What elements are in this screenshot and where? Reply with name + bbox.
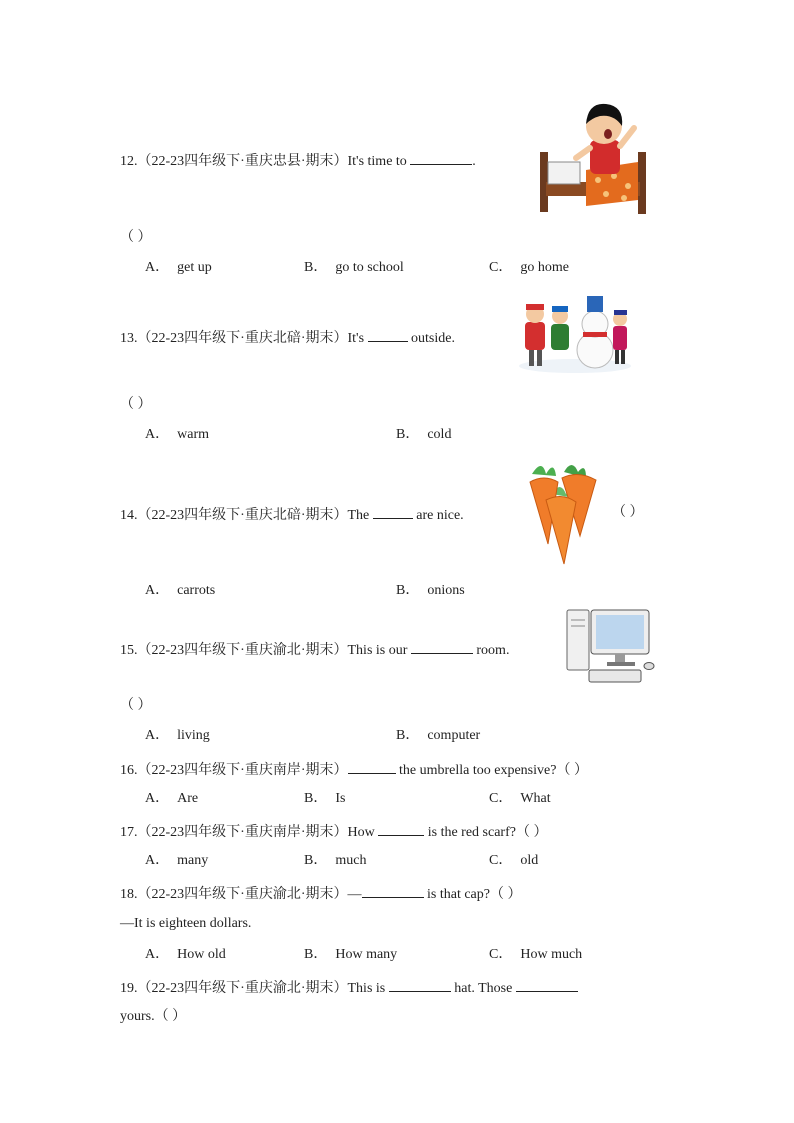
answer-blank[interactable] — [411, 639, 473, 654]
option-a[interactable]: A． get up — [145, 260, 212, 275]
question-15-paren: （ ） — [120, 698, 152, 713]
answer-blank[interactable] — [378, 821, 424, 836]
question-12-paren: （ ） — [120, 230, 152, 245]
option-a[interactable]: A． carrots — [145, 583, 216, 598]
question-15: 15.（22-23四年级下·重庆渝北·期末）This is our room. — [120, 639, 509, 660]
option-c[interactable]: C． go home — [489, 260, 569, 275]
option-a[interactable]: A． Are — [145, 791, 199, 806]
question-14-paren: （ ） — [612, 505, 644, 520]
question-17: 17.（22-23四年级下·重庆南岸·期末）How is the red scarf?（ ） — [120, 821, 547, 842]
question-18: 18.（22-23四年级下·重庆渝北·期末）— is that cap?（ ） — [120, 883, 521, 904]
option-b[interactable]: B． Is — [304, 791, 346, 806]
question-14: 14.（22-23四年级下·重庆北碚·期末）The are nice. — [120, 504, 464, 525]
option-b[interactable]: B． cold — [396, 427, 452, 442]
option-b[interactable]: B． computer — [396, 728, 481, 743]
question-16: 16.（22-23四年级下·重庆南岸·期末） the umbrella too expensive?（ ） — [120, 759, 588, 780]
answer-blank[interactable] — [348, 759, 396, 774]
answer-blank[interactable] — [410, 150, 472, 165]
answer-blank[interactable] — [362, 883, 424, 898]
option-c[interactable]: C． What — [489, 791, 551, 806]
question-13-paren: （ ） — [120, 397, 152, 412]
option-b[interactable]: B． go to school — [304, 260, 404, 275]
option-b[interactable]: B． How many — [304, 947, 398, 962]
answer-blank[interactable] — [516, 977, 578, 992]
option-c[interactable]: C． old — [489, 853, 539, 868]
carrots-picture — [524, 460, 604, 566]
question-number: 12. — [120, 154, 138, 169]
answer-blank[interactable] — [373, 504, 413, 519]
question-18-answer-line: —It is eighteen dollars. — [120, 916, 252, 931]
option-b[interactable]: B． much — [304, 853, 367, 868]
option-b[interactable]: B． onions — [396, 583, 465, 598]
option-a[interactable]: A． warm — [145, 427, 210, 442]
question-19-continued: yours.（ ） — [120, 1009, 187, 1024]
answer-blank[interactable] — [389, 977, 451, 992]
option-a[interactable]: A． many — [145, 853, 209, 868]
option-c[interactable]: C． How much — [489, 947, 583, 962]
boy-getting-up-picture — [538, 100, 650, 216]
option-a[interactable]: A． How old — [145, 947, 226, 962]
children-building-snowman-picture — [515, 292, 635, 374]
answer-blank[interactable] — [368, 327, 408, 342]
question-source: （22-23四年级下·重庆忠县·期末） — [137, 154, 348, 169]
question-text: It's time to — [347, 154, 407, 169]
computer-picture — [565, 606, 657, 686]
question-12: 12.（22-23四年级下·重庆忠县·期末）It's time to . — [120, 150, 476, 171]
question-19: 19.（22-23四年级下·重庆渝北·期末）This is hat. Those — [120, 977, 578, 998]
question-13: 13.（22-23四年级下·重庆北碚·期末）It's outside. — [120, 327, 455, 348]
option-a[interactable]: A． living — [145, 728, 210, 743]
